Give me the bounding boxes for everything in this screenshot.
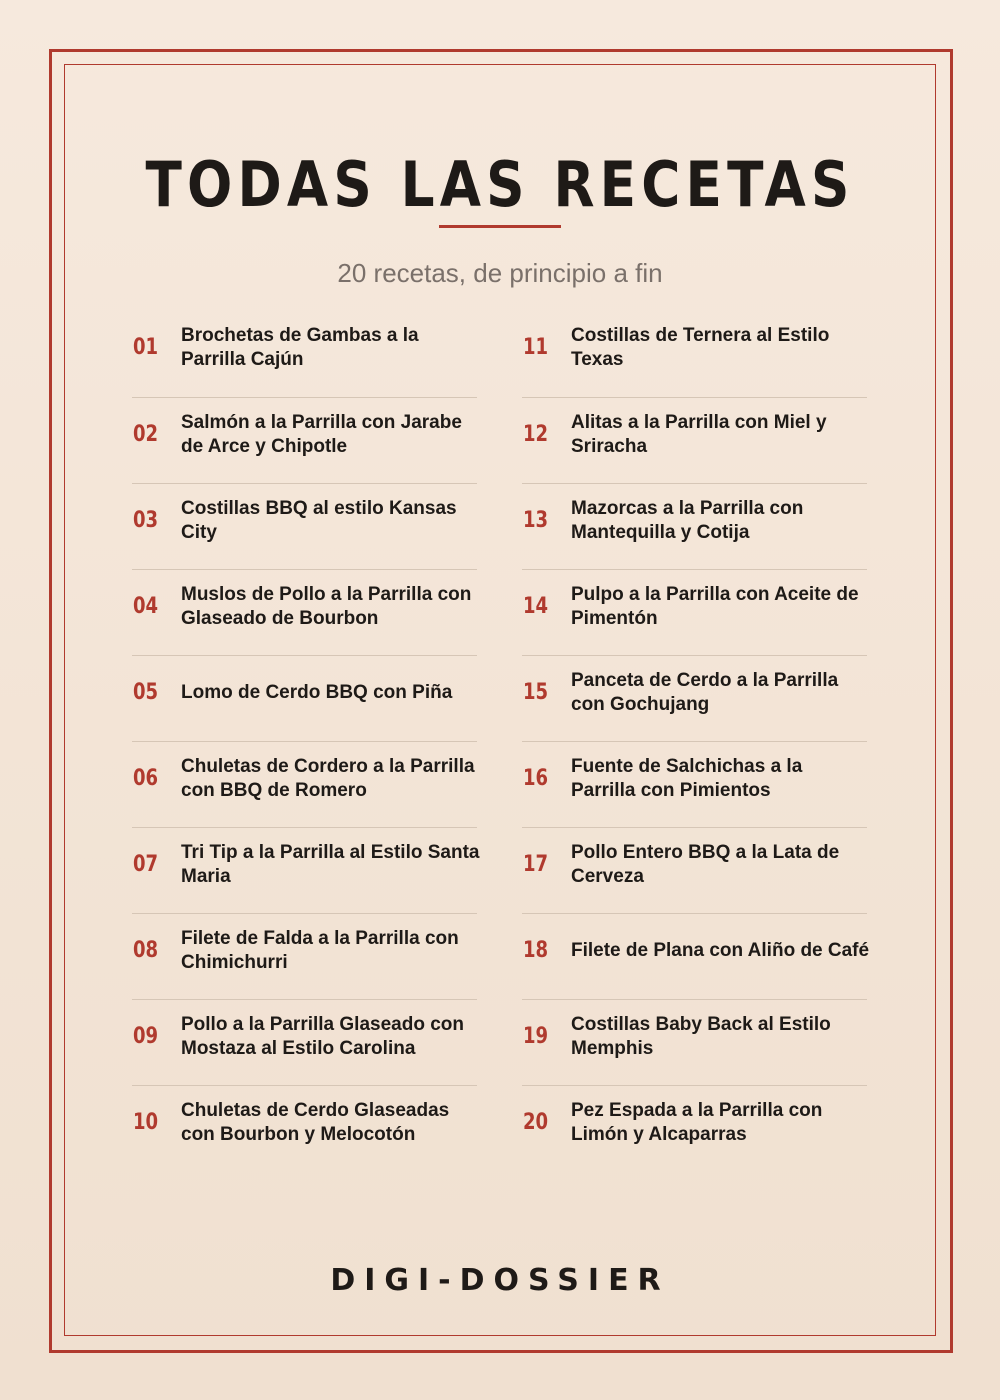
recipe-name: Fuente de Salchichas a la Parrilla con Pimientos (571, 756, 803, 801)
recipe-item[interactable] (132, 999, 477, 1085)
recipe-number: 16 (523, 766, 549, 791)
recipe-item[interactable] (522, 913, 870, 999)
recipe-item[interactable] (132, 741, 477, 827)
recipe-item[interactable] (522, 827, 867, 913)
title-underline (439, 225, 561, 228)
recipe-item[interactable] (522, 999, 867, 1085)
recipe-name: Pollo a la Parrilla Glaseado con Mostaza al Estilo Carolina (181, 1014, 464, 1059)
recipe-item[interactable] (522, 1085, 867, 1171)
recipe-number: 14 (523, 594, 549, 619)
recipe-name: Tri Tip a la Parrilla al Estilo Santa Maria (181, 842, 480, 887)
recipe-item[interactable] (132, 569, 477, 655)
recipe-name: Panceta de Cerdo a la Parrilla con Gochujang (571, 670, 839, 715)
recipe-number: 01 (133, 335, 159, 360)
recipe-number: 20 (523, 1110, 549, 1135)
recipe-item[interactable] (522, 741, 867, 827)
recipe-number: 19 (523, 1024, 549, 1049)
recipe-name: Muslos de Pollo a la Parrilla con Glaseado de Bourbon (181, 584, 472, 629)
recipe-number: 04 (133, 594, 159, 619)
recipe-number: 07 (133, 852, 159, 877)
recipe-name: Mazorcas a la Parrilla con Mantequilla y Cotija (571, 498, 804, 543)
recipe-number: 13 (523, 508, 549, 533)
recipe-name: Alitas a la Parrilla con Miel y Sriracha (571, 412, 827, 457)
recipe-number: 10 (133, 1110, 159, 1135)
recipe-item[interactable] (132, 913, 477, 999)
recipe-name: Lomo de Cerdo BBQ con Piña (181, 682, 453, 703)
recipe-list-left (132, 311, 480, 1171)
recipe-item[interactable] (132, 483, 477, 569)
recipe-list-right (522, 311, 870, 1171)
recipe-item[interactable] (522, 311, 867, 397)
recipe-number: 08 (133, 938, 159, 963)
recipe-name: Filete de Plana con Aliño de Café (571, 940, 870, 961)
recipe-number: 18 (523, 938, 549, 963)
recipe-number: 02 (133, 422, 159, 447)
recipe-name: Salmón a la Parrilla con Jarabe de Arce y Chipotle (181, 412, 462, 457)
recipe-item[interactable] (522, 397, 867, 483)
recipe-item[interactable] (522, 569, 867, 655)
recipe-name: Chuletas de Cordero a la Parrilla con BBQ de Romero (181, 756, 475, 801)
recipe-item[interactable] (132, 397, 477, 483)
recipe-item[interactable] (522, 483, 867, 569)
recipe-number: 12 (523, 422, 549, 447)
page-subtitle: 20 recetas, de principio a fin (337, 258, 663, 288)
recipe-number: 05 (133, 680, 159, 705)
recipe-name: Costillas BBQ al estilo Kansas City (181, 498, 457, 543)
recipe-number: 03 (133, 508, 159, 533)
recipe-item[interactable] (132, 1085, 477, 1171)
recipe-number: 09 (133, 1024, 159, 1049)
page-title: TODAS LAS RECETAS (145, 148, 855, 221)
recipe-name: Pollo Entero BBQ a la Lata de Cerveza (571, 842, 840, 887)
recipe-name: Costillas Baby Back al Estilo Memphis (571, 1014, 831, 1059)
recipe-item[interactable] (132, 655, 477, 741)
recipe-item[interactable] (132, 311, 477, 397)
recipe-number: 11 (523, 335, 549, 360)
recipe-name: Filete de Falda a la Parrilla con Chimichurri (181, 928, 459, 973)
brand-footer: DIGI-DOSSIER (330, 1263, 670, 1298)
recipe-item[interactable] (132, 827, 480, 913)
recipe-name: Pez Espada a la Parrilla con Limón y Alcaparras (571, 1100, 823, 1145)
recipe-name: Costillas de Ternera al Estilo Texas (571, 325, 830, 370)
recipe-number: 15 (523, 680, 549, 705)
recipe-number: 17 (523, 852, 549, 877)
recipe-number: 06 (133, 766, 159, 791)
recipe-name: Brochetas de Gambas a la Parrilla Cajún (181, 325, 419, 370)
recipe-name: Chuletas de Cerdo Glaseadas con Bourbon y Melocotón (181, 1100, 450, 1145)
recipe-item[interactable] (522, 655, 867, 741)
recipe-name: Pulpo a la Parrilla con Aceite de Pimentón (571, 584, 859, 629)
